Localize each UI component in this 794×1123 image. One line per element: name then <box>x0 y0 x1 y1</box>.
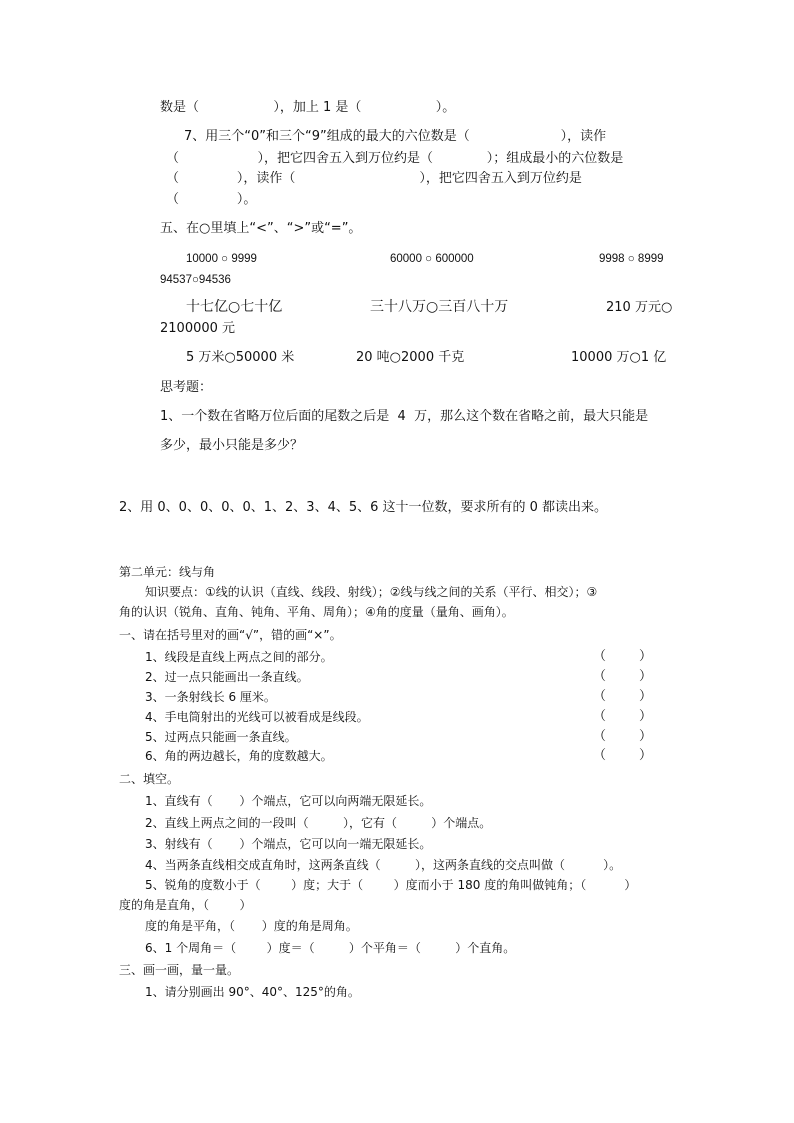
think-question-2: 2、用 0、0、0、0、0、1、2、3、4、5、6 这十一位数，要求所有的 0 都读出来。 <box>119 500 608 515</box>
section-2-title: 二、填空。 <box>119 772 180 786</box>
answer-bracket[interactable]: （ ） <box>593 748 653 763</box>
question-7-line-2: （ ），把它四舍五入到万位约是（ ）；组成最小的六位数是 <box>166 151 624 166</box>
draw-question-1: 1、请分别画出 90°、40°、125°的角。 <box>145 985 360 999</box>
fill-line-top: 数是（ ），加上 1 是（ ）。 <box>160 100 456 115</box>
section-1-title: 一、请在括号里对的画“√”，错的画“×”。 <box>119 628 342 642</box>
question-7-line-3: （ ），读作（ ），把它四舍五入到万位约是 <box>166 171 582 186</box>
fill-item-cont: 度的角是平角，（ ）度的角是周角。 <box>145 919 358 933</box>
answer-bracket[interactable]: （ ） <box>593 709 653 724</box>
fill-item: 6、1 个周角＝（ ）度＝（ ）个平角＝（ ）个直角。 <box>145 941 516 955</box>
compare-item: 60000 ○ 600000 <box>390 253 474 265</box>
think-question-1: 1、一个数在省略万位后面的尾数之后是 4 万，那么这个数在省略之前，最大只能是 <box>160 409 649 424</box>
compare-item: 10000 ○ 9999 <box>186 253 257 265</box>
key-points: 知识要点：①线的认识（直线、线段、射线）；②线与线之间的关系（平行、相交）；③ <box>145 585 598 599</box>
compare-item: 20 吨○2000 千克 <box>356 350 465 365</box>
compare-item: 三十八万○三百八十万 <box>370 299 509 315</box>
answer-bracket[interactable]: （ ） <box>593 669 653 684</box>
fill-item-cont: 度的角是直角，（ ） <box>119 898 252 912</box>
compare-item: 2100000 元 <box>160 321 236 336</box>
compare-item: 10000 万○1 亿 <box>571 350 667 365</box>
compare-item: 210 万元○ <box>606 300 673 315</box>
key-points-cont: 角的认识（锐角、直角、钝角、平角、周角）；④角的度量（量角、画角）。 <box>119 605 514 619</box>
answer-bracket[interactable]: （ ） <box>593 649 653 664</box>
compare-item: 94537○94536 <box>160 274 231 286</box>
think-question-1-cont: 多少，最小只能是多少？ <box>160 438 304 453</box>
unit-title: 第二单元：线与角 <box>119 565 216 579</box>
fill-item: 1、直线有（ ）个端点，它可以向两端无限延长。 <box>145 794 432 808</box>
question-7-line-4: （ ）。 <box>166 192 257 207</box>
answer-bracket[interactable]: （ ） <box>593 729 653 744</box>
fill-item: 4、当两条直线相交成直角时，这两条直线（ ），这两条直线的交点叫做（ ）。 <box>145 858 622 872</box>
answer-bracket[interactable]: （ ） <box>593 689 653 704</box>
fill-item: 3、射线有（ ）个端点，它可以向一端无限延长。 <box>145 837 432 851</box>
compare-item: 9998 ○ 8999 <box>599 253 664 265</box>
compare-item: 5 万米○50000 米 <box>186 350 295 365</box>
fill-item: 5、锐角的度数小于（ ）度；大于（ ）度而小于 180 度的角叫做钝角；（ ） <box>145 878 637 892</box>
true-false-item: 5、过两点只能画一条直线。 <box>145 730 297 744</box>
true-false-item: 4、手电筒射出的光线可以被看成是线段。 <box>145 710 369 724</box>
fill-item: 2、直线上两点之间的一段叫（ ），它有（ ）个端点。 <box>145 816 492 830</box>
question-7-line-1: 7、用三个“0”和三个“9”组成的最大的六位数是（ ），读作 <box>184 129 607 144</box>
true-false-item: 1、线段是直线上两点之间的部分。 <box>145 650 333 664</box>
compare-item: 十七亿○七十亿 <box>186 299 283 315</box>
true-false-item: 3、一条射线长 6 厘米。 <box>145 690 276 704</box>
section-5-title: 五、在○里填上“<”、“>”或“=”。 <box>160 221 362 236</box>
section-3-title: 三、画一画，量一量。 <box>119 963 240 977</box>
true-false-item: 6、角的两边越长，角的度数越大。 <box>145 749 333 763</box>
think-title: 思考题： <box>160 380 213 395</box>
true-false-item: 2、过一点只能画出一条直线。 <box>145 670 309 684</box>
